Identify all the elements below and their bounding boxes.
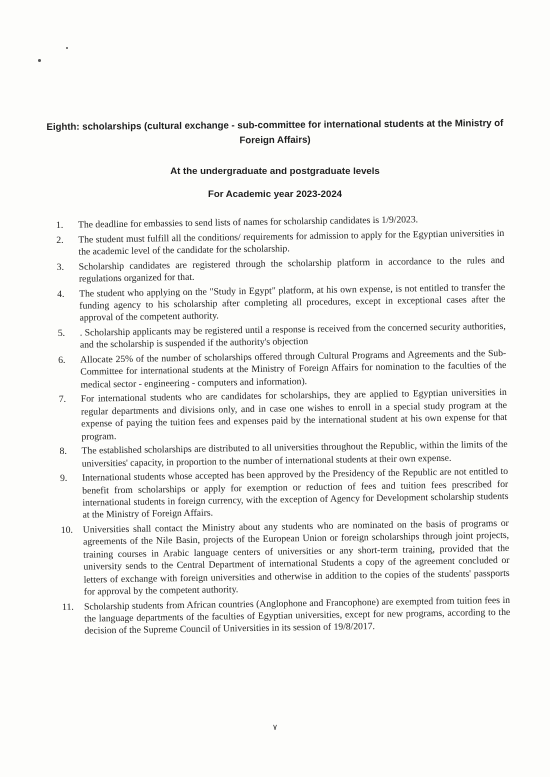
item-text: Universities shall contact the Ministry about any students who are nominated on the basis of programs or agreements of the Nile Basin, projects of the European Union or foreign scholarships through joint projects, training courses in Arabic language centers of universities or any short-term training, provided that the university sends to the Central Department of international Students a copy of the agreement concluded or letters of exchange with foreign universities and otherwise in addition to the copies of the students' passports for approval by the competent authority. <box>82 517 510 598</box>
list-item <box>61 518 510 599</box>
item-number: 7. <box>58 394 67 406</box>
item-text: Allocate 25% of the number of scholarships offered through Cultural Programs and Agreements and the Sub-Committee for international students at the Ministry of Foreign Affairs for nomination to the faculties of the medical sector - engineering - computers and information). <box>80 347 507 391</box>
item-text: For international students who are candidates for scholarships, they are applied to Egyptian universities in regular departments and divisions only, and in case one wishes to enroll in a special study program at the expense of paying the tuition fees and expenses paid by the international student at his own expense for that program. <box>80 387 508 443</box>
item-number: 4. <box>57 288 65 300</box>
list-item <box>62 595 511 639</box>
item-number: 1. <box>56 219 64 231</box>
item-text: The established scholarships are distributed to all universities throughout the Republic, within the limits of the universities' capacity, in proportion to the number of international students at their own expense. <box>81 439 508 470</box>
item-text: The student who applying on the "Study in Egypt" platform, at his own expense, is not entitled to transfer the funding agency to his scholarship after completing all procedures, except in exceptional cases after the approval of the competent authority. <box>79 281 506 325</box>
item-text: International students whose accepted has been approved by the Presidency of the Republic are not entitled to benefit from scholarships or apply for exemption or reduction of fees and tuition fees prescribed for international students in foreign currency, with the exception of Agency for Development scholarship students at the Ministry of Foreign Affairs. <box>81 466 509 522</box>
subtitle-levels: At the undergraduate and postgraduate levels <box>170 166 380 177</box>
item-text: . Scholarship applicants may be registered until a response is received from the concerned security authorities, and the scholarship is suspended if the authority's objection <box>79 320 506 352</box>
scan-speck <box>66 47 68 49</box>
item-number: 11. <box>61 601 74 613</box>
item-text: The student must fulfill all the conditions/ requirements for admission to apply for the Egyptian universities in the academic level of the candidate for the scholarship. <box>78 227 505 258</box>
scan-speck <box>38 59 41 62</box>
item-number: 3. <box>56 261 65 273</box>
item-number: 10. <box>60 524 73 536</box>
scholarship-rules-list <box>56 213 511 641</box>
list-item <box>57 282 506 326</box>
page-title: Eighth: scholarships (cultural exchange - sub-committee for international students at the Ministry of Foreign Affairs) <box>46 118 504 147</box>
item-text: The deadline for embassies to send lists of names for scholarship candidates is 1/9/2023. <box>77 214 419 231</box>
item-number: 9. <box>59 473 68 485</box>
item-number: 6. <box>58 354 66 366</box>
item-text: Scholarship students from African countries (Anglophone and Francophone) are exempted from tuition fees in the language departments of the faculties of Egyptian universities, except for new programs, according to the decision of the Supreme Council of Universities in its session of 19/8/2017. <box>83 594 511 638</box>
page-number: ٧ <box>272 723 278 732</box>
list-item <box>60 466 509 523</box>
subtitle-year: For Academic year 2023-2024 <box>207 189 343 200</box>
item-number: 2. <box>56 234 64 246</box>
list-item <box>58 348 507 392</box>
item-number: 8. <box>59 446 67 458</box>
item-number: 5. <box>57 327 66 339</box>
list-item <box>59 387 508 444</box>
item-text: Scholarship candidates are registered through the scholarship platform in accordance to the rules and regulations organized for that. <box>78 254 505 285</box>
